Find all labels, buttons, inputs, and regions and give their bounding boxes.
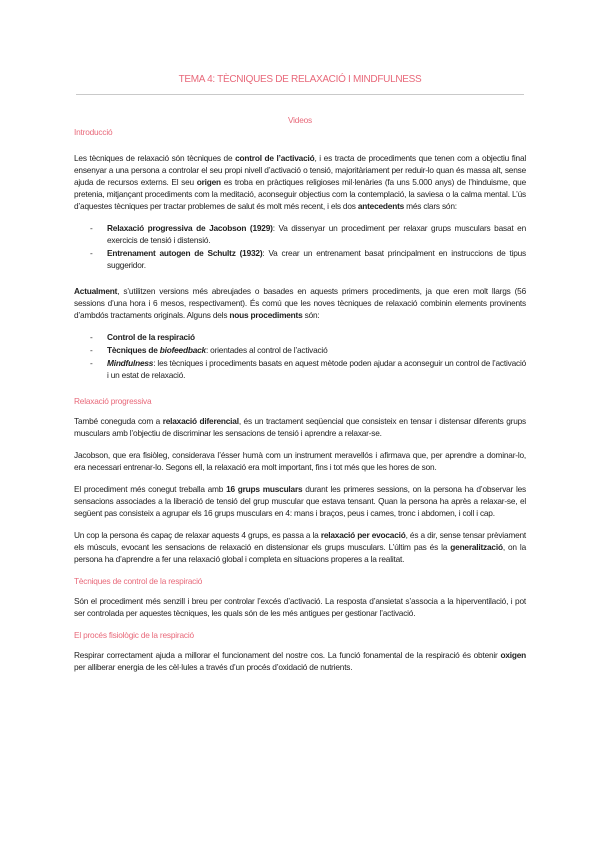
physiology-paragraph-1: Respirar correctament ajuda a millorar el funcionament del nostre cos. La funció fonamental de la respiració és obtenir oxigen per alliberar energia de les cèl·lules a través d’un procés d’oxidació de nutrients. xyxy=(74,650,526,672)
document-body xyxy=(74,114,526,683)
title-divider xyxy=(76,94,524,95)
antecedents-list xyxy=(74,222,526,271)
list-item: - Entrenament autogen de Schultz (1932): Va crear un entrenament basat principalment en instruccions de tipus suggeridor. xyxy=(90,248,526,270)
progressive-paragraph-4: Un cop la persona és capaç de relaxar aquests 4 grups, es passa a la relaxació per evocació, és a dir, sense tensar prèviament els músculs, evocant les sensacions de relaxació en distensionar els grups musculars. L’últim pas és la generalització, on la persona ha d’aprendre a fer una relaxació global i completa en situacions properes a la realitat. xyxy=(74,530,527,564)
list-item: - Relaxació progressiva de Jacobson (1929): Va dissenyar un procediment per relaxar grups musculars basat en exercicis de tensió i distensió. xyxy=(90,223,526,245)
new-procedures-list xyxy=(74,331,526,381)
document-title: TEMA 4: TÈCNIQUES DE RELAXACIÓ I MINDFULNESS xyxy=(178,74,422,85)
heading-relaxacio-progressiva: Relaxació progressiva xyxy=(74,396,152,406)
intro-paragraph-1: Les tècniques de relaxació són tècniques de control de l’activació, i es tracta de procediments que tenen com a objectiu final ensenyar a una persona a controlar el seu propi nivell d’activació o tensió, majoritàriament per reduir-lo quan és massa alt, sense ajuda de recursos externs. El seu origen es troba en pràctiques religioses mil·lenàries (fa uns 5.000 anys) de l’hinduisme, que pretenia, mitjançant procediments com la meditació, aconseguir objectius com la contemplació, la saviesa o la calma mental. L’ús d’aquestes tècniques per tractar problemes de salut és molt més recent, i els dos antecedents més clars són: xyxy=(74,153,526,211)
progressive-paragraph-3: El procediment més conegut treballa amb 16 grups musculars durant les primeres sessions, on la persona ha d’observar les sensacions associades a la liberació de tensió del grup muscular que estava tensant. Quan la persona ha après a relaxar-se, el següent pas consisteix a agrupar els 16 grups musculars en 4: mans i braços, peus i cames, tronc i abdomen, i coll i cap. xyxy=(74,484,527,518)
breathing-paragraph-1: Són el procediment més senzill i breu per controlar l’excés d’activació. La resposta d’ansietat s’associa a la hiperventilació, i pot ser controlada per aquestes tècniques, les quals són de les més antigues per gestionar l’activació. xyxy=(74,596,526,618)
videos-link[interactable]: Videos xyxy=(287,115,313,125)
list-item: - Mindfulness: les tècniques i procediments basats en aquest mètode poden ajudar a aconseguir un control de l’activació i un estat de relaxació. xyxy=(90,358,526,380)
list-item: - Control de la respiració xyxy=(90,332,195,342)
heading-control-respiracio: Tècniques de control de la respiració xyxy=(74,576,203,586)
heading-proces-fisiologic: El procés fisiològic de la respiració xyxy=(74,630,194,640)
heading-introduccio: Introducció xyxy=(74,127,113,137)
list-item: - Tècniques de biofeedback: orientades al control de l’activació xyxy=(90,345,328,355)
intro-paragraph-2: Actualment, s’utilitzen versions més abreujades o basades en aquests primers procediments, ja que eren molt llargs (56 sessions d’una hora i 6 mesos, respectivament). És comú que les noves tècniques de relaxació combinin elements provinents d’ambdós tractaments originals. Alguns dels nous procediments són: xyxy=(74,286,526,320)
progressive-paragraph-2: Jacobson, que era fisiòleg, considerava l’ésser humà com un instrument meravellós i afirmava que, per aprendre a dominar-lo, era necessari entrenar-lo. Segons ell, la relaxació era molt important, fins i tot més que les hores de son. xyxy=(74,450,526,472)
progressive-paragraph-1: També coneguda com a relaxació diferencial, és un tractament seqüencial que consisteix en tensar i distensar diferents grups musculars amb l’objectiu de discriminar les sensacions de tensió i aprendre a relaxar-se. xyxy=(74,416,526,438)
